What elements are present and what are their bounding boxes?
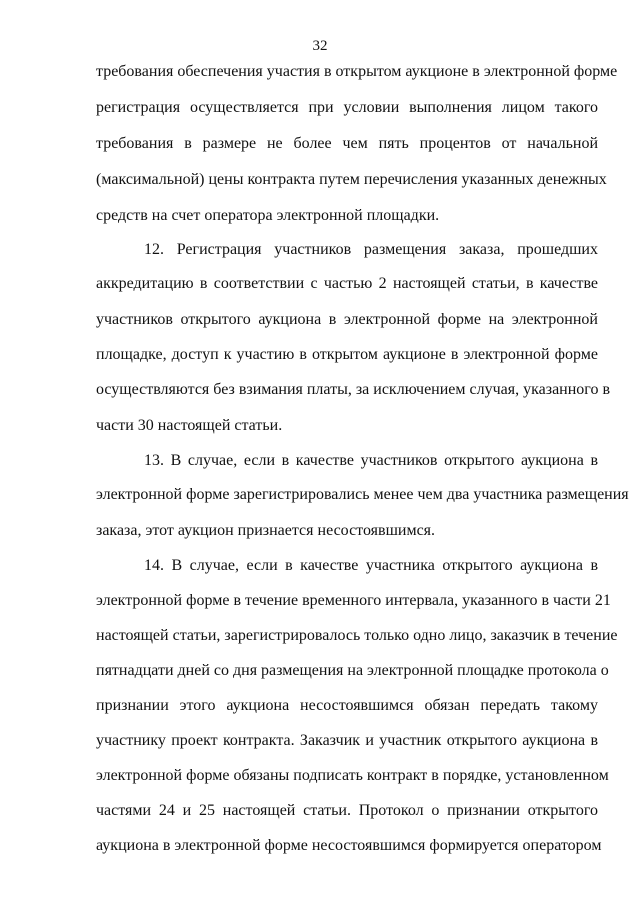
text-line: участнику проект контракта. Заказчик и участник открытого аукциона в — [96, 732, 598, 749]
text-line: требования в размере не более чем пять процентов от начальной — [96, 135, 598, 152]
text-line: признании этого аукциона несостоявшимся обязан передать такому — [96, 697, 598, 714]
paragraph-first-line: 14. В случае, если в качестве участника открытого аукциона в — [144, 557, 598, 574]
text-line: аукциона в электронной форме несостоявшимся формируется оператором — [96, 837, 602, 854]
text-line: (максимальной) цены контракта путем перечисления указанных денежных — [96, 171, 607, 188]
text-line: регистрация осуществляется при условии выполнения лицом такого — [96, 99, 598, 116]
text-line: площадке, доступ к участию в открытом аукционе в электронной форме — [96, 346, 598, 363]
text-line: участников открытого аукциона в электронной форме на электронной — [96, 311, 598, 328]
text-line: электронной форме зарегистрировались менее чем два участника размещения — [96, 486, 629, 503]
text-line: электронной форме в течение временного интервала, указанного в части 21 — [96, 592, 611, 609]
text-line: осуществляются без взимания платы, за исключением случая, указанного в — [96, 381, 611, 398]
text-line: частями 24 и 25 настоящей статьи. Протокол о признании открытого — [96, 802, 598, 819]
paragraph-first-line: 12. Регистрация участников размещения заказа, прошедших — [144, 241, 598, 258]
text-line: настоящей статьи, зарегистрировалось только одно лицо, заказчик в течение — [96, 627, 618, 644]
text-line: части 30 настоящей статьи. — [96, 417, 283, 434]
text-line: средств на счет оператора электронной площадки. — [96, 207, 440, 224]
page-number: 32 — [312, 38, 328, 54]
text-line: требования обеспечения участия в открытом аукционе в электронной форме — [96, 63, 618, 80]
text-line: аккредитацию в соответствии с частью 2 настоящей статьи, в качестве — [96, 275, 598, 292]
text-line: пятнадцати дней со дня размещения на электронной площадке протокола о — [96, 662, 609, 679]
text-line: электронной форме обязаны подписать контракт в порядке, установленном — [96, 767, 609, 784]
paragraph-first-line: 13. В случае, если в качестве участников открытого аукциона в — [144, 452, 598, 469]
text-line: заказа, этот аукцион признается несостоявшимся. — [96, 522, 436, 539]
